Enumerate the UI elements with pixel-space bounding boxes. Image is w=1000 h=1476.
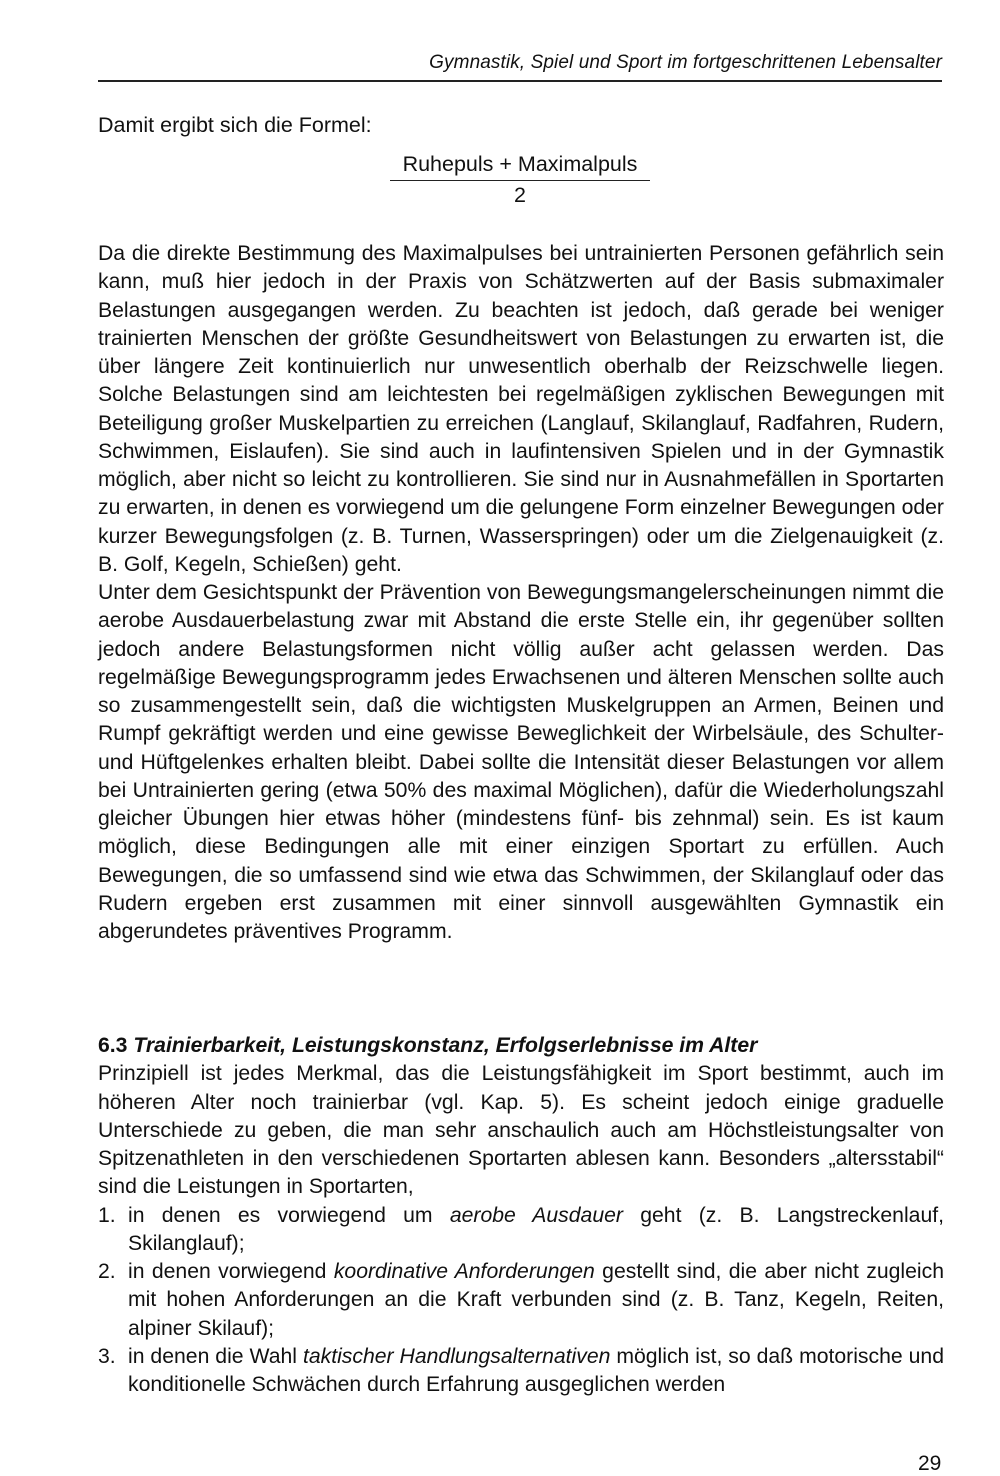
formula-intro: Damit ergibt sich die Formel: <box>98 113 372 137</box>
list-emphasis: koordinative Anforderungen <box>333 1260 595 1283</box>
list-marker: 3. <box>98 1344 116 1368</box>
list-text: gestellt sind, die aber nicht zugleich mit hohen Anforderungen an die Kraft verbunden sind (z. B. Tanz, Kegeln, Reiten, alpiner Skilauf); <box>128 1260 944 1340</box>
formula-denominator: 2 <box>514 183 526 207</box>
list-marker: 1. <box>98 1203 116 1227</box>
list-item <box>98 1202 944 1259</box>
body-text <box>98 240 944 946</box>
paragraph: Prinzipiell ist jedes Merkmal, das die Leistungsfähigkeit im Sport bestimmt, auch im höheren Alter noch trainierbar (vgl. Kap. 5). Es scheint jedoch einige graduelle Unterschiede zu geben, die man sehr anschaulich auch am Höchstleistungsalter von Spitzenathleten in den verschiedenen Sportarten ablesen kann. Besonders „altersstabil“ sind die Leistungen in Sportarten, <box>98 1062 944 1199</box>
list-emphasis: taktischer Handlungsalternativen <box>302 1344 611 1368</box>
section-6-3 <box>98 1032 944 1399</box>
numbered-list <box>98 1202 944 1400</box>
section-heading <box>98 1032 944 1060</box>
running-head: Gymnastik, Spiel und Sport im fortgeschrittenen Lebensalter <box>429 52 942 73</box>
list-text: möglich ist, so daß motorische und konditionelle Schwächen durch Erfahrung ausgeglichen werden <box>128 1344 944 1396</box>
section-title: Trainierbarkeit, Leistungskonstanz, Erfolgserlebnisse im Alter <box>133 1034 758 1057</box>
paragraph: Unter dem Gesichtspunkt der Prävention von Bewegungsmangelerscheinungen nimmt die aerobe Ausdauerbelastung zwar mit Abstand die erste Stelle ein, ihr gegenüber sollten jedoch andere Belastungsformen nicht völlig außer acht gelassen werden. Das regelmäßige Bewegungsprogramm jedes Erwachsenen und älteren Menschen sollte auch so zusammengestellt sein, daß die wichtigsten Muskelgruppen an Armen, Beinen und Rumpf gekräftigt werden und eine gewisse Beweglichkeit der Wirbelsäule, des Schulter- und Hüftgelenkes erhalten bleibt. Dabei sollte die Intensität dieser Belastungen vor allem bei Untrainierten gering (etwa 50% des maximal Möglichen), dafür die Wiederholungszahl gleicher Übungen hier etwas höher (mindestens fünf- bis zehnmal) sein. Es ist kaum möglich, diese Bedingungen alle mit einer einzigen Sportart zu erfüllen. Auch Bewegungen, die so umfassend sind wie etwa das Schwimmen, der Skilanglauf oder das Rudern ergeben erst zusammen mit einer sinnvoll ausgewählten Gymnastik ein abgerundetes präventives Programm. <box>98 581 944 943</box>
page-number: 29 <box>918 1452 942 1475</box>
formula-numerator: Ruhepuls + Maximalpuls <box>390 152 650 181</box>
paragraph: Da die direkte Bestimmung des Maximalpulses bei untrainierten Personen gefährlich sein kann, muß hier jedoch in der Praxis von Schätzwerten auf der Basis submaximaler Belastungen ausgegangen werden. Zu beachten ist jedoch, daß gerade bei weniger trainierten Menschen der größte Gesundheitswert von Belastungen zu erwarten ist, die über längere Zeit kontinuierlich nur unwesentlich oberhalb der Reizschwelle liegen. Solche Belastungen sind am leichtesten bei regelmäßigen zyklischen Bewegungen mit Beteiligung großer Muskelpartien zu erreichen (Langlauf, Skilanglauf, Radfahren, Rudern, Schwimmen, Eislaufen). Sie sind auch in laufintensiven Spielen und in der Gymnastik möglich, aber nicht so leicht zu kontrollieren. Sie sind nur in Ausnahmefällen in Sportarten zu erwarten, in denen es vorwiegend um die gelungene Form einzelner Bewegungen oder kurzer Bewegungsfolgen (z. B. Turnen, Wasserspringen) oder um die Zielgenauigkeit (z. B. Golf, Kegeln, Schießen) geht. <box>98 242 944 576</box>
list-text: in denen es vorwiegend um <box>128 1203 450 1227</box>
list-text: in denen die Wahl <box>128 1344 303 1368</box>
list-emphasis: aerobe Ausdauer <box>449 1203 623 1227</box>
formula <box>390 152 650 208</box>
list-item <box>98 1258 944 1343</box>
list-text: geht (z. B. Langstreckenlauf, Skilanglauf); <box>128 1203 945 1255</box>
list-marker: 2. <box>98 1260 116 1283</box>
list-item <box>98 1343 944 1400</box>
section-number: 6.3 <box>98 1034 128 1057</box>
header-rule <box>98 80 942 82</box>
list-text: in denen vorwiegend <box>128 1260 334 1283</box>
